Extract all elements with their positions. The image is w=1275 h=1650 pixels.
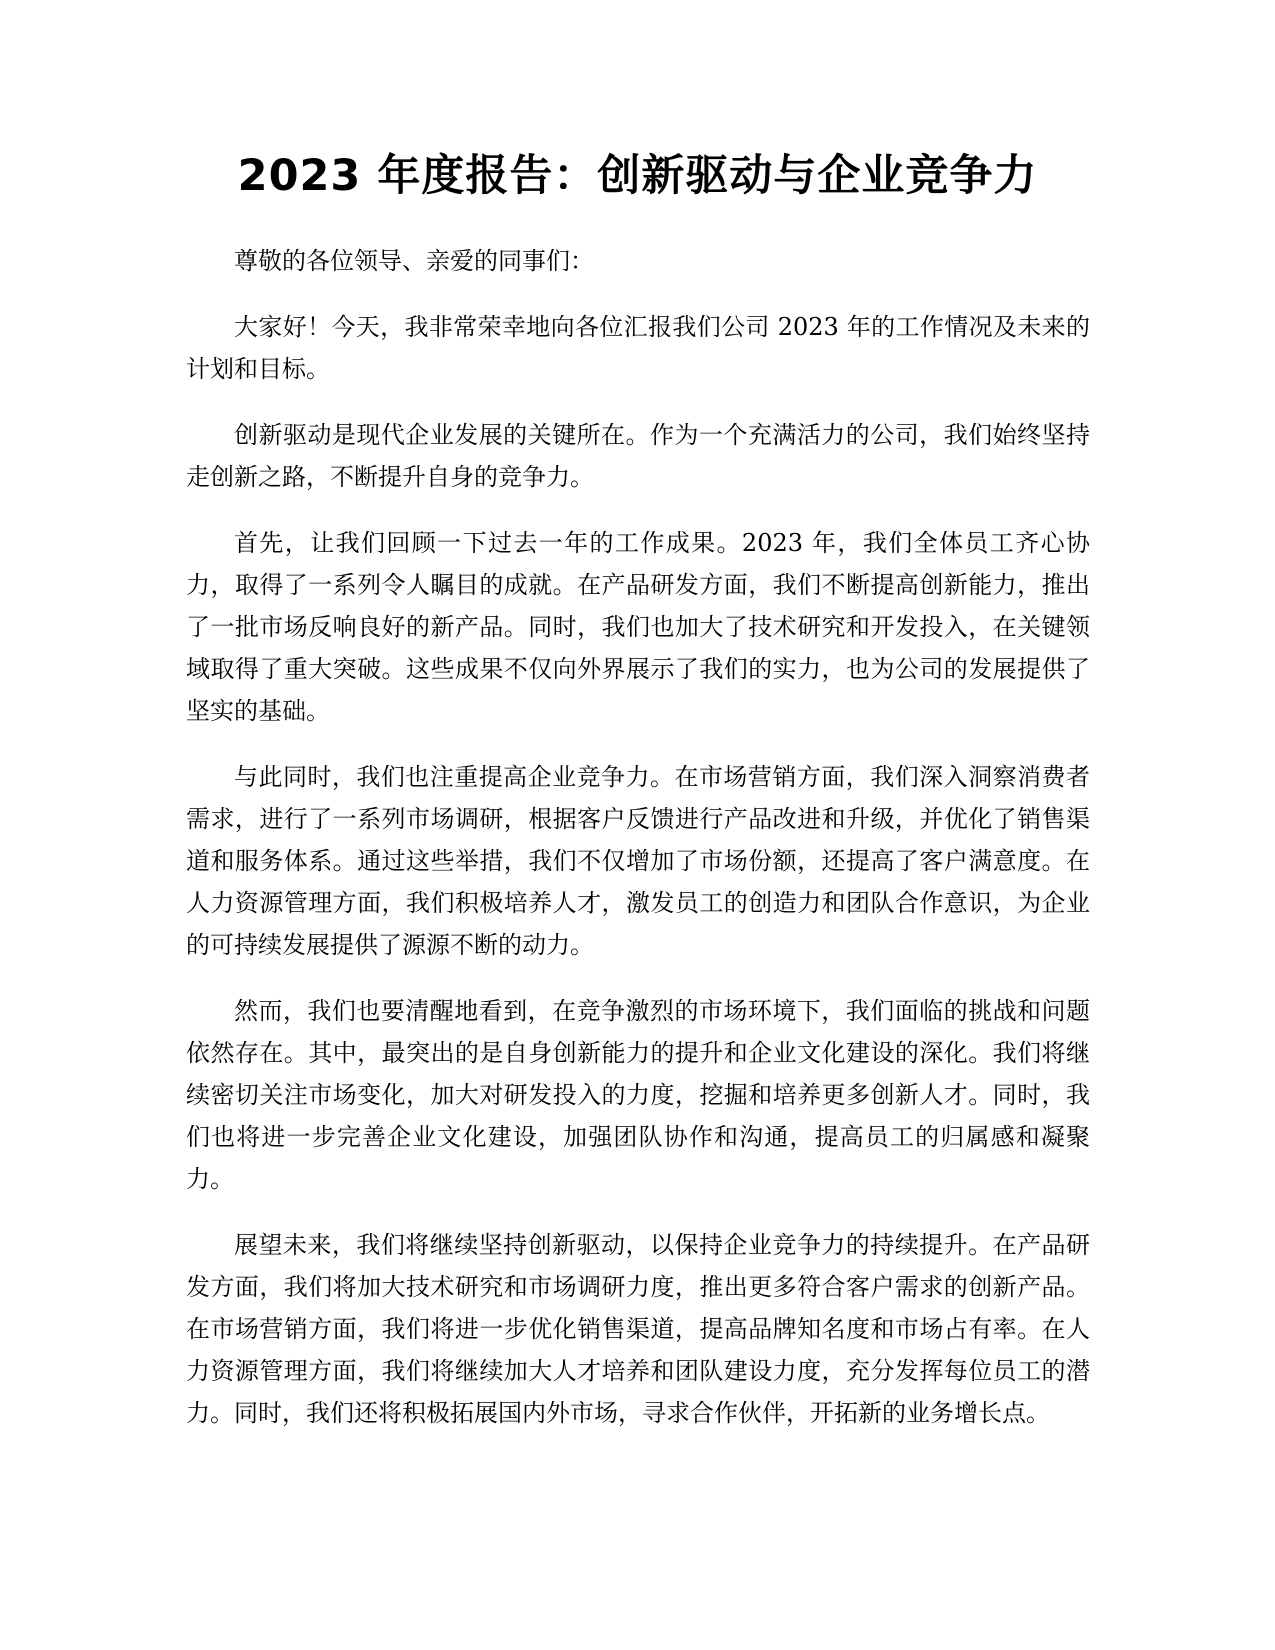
achievements-paragraph: 首先，让我们回顾一下过去一年的工作成果。2023 年，我们全体员工齐心协力，取得了一系列令人瞩目的成就。在产品研发方面，我们不断提高创新能力，推出了一批市场反响良好的新产品。同时，我们也加大了技术研究和开发投入，在关键领域取得了重大突破。这些成果不仅向外界展示了我们的实力，也为公司的发展提供了坚实的基础。: [186, 529, 1090, 725]
intro-paragraph: 大家好！今天，我非常荣幸地向各位汇报我们公司 2023 年的工作情况及未来的计划和目标。: [186, 313, 1090, 383]
outlook-paragraph: 展望未来，我们将继续坚持创新驱动，以保持企业竞争力的持续提升。在产品研发方面，我们将加大技术研究和市场调研力度，推出更多符合客户需求的创新产品。在市场营销方面，我们将进一步优化销售渠道，提高品牌知名度和市场占有率。在人力资源管理方面，我们将继续加大人才培养和团队建设力度，充分发挥每位员工的潜力。同时，我们还将积极拓展国内外市场，寻求合作伙伴，开拓新的业务增长点。: [186, 1231, 1090, 1427]
competitiveness-paragraph: 与此同时，我们也注重提高企业竞争力。在市场营销方面，我们深入洞察消费者需求，进行了一系列市场调研，根据客户反馈进行产品改进和升级，并优化了销售渠道和服务体系。通过这些举措，我们不仅增加了市场份额，还提高了客户满意度。在人力资源管理方面，我们积极培养人才，激发员工的创造力和团队合作意识，为企业的可持续发展提供了源源不断的动力。: [186, 763, 1090, 959]
innovation-paragraph: 创新驱动是现代企业发展的关键所在。作为一个充满活力的公司，我们始终坚持走创新之路，不断提升自身的竞争力。: [186, 421, 1090, 491]
greeting-paragraph: 尊敬的各位领导、亲爱的同事们：: [234, 247, 594, 275]
document-body: [186, 240, 1090, 1458]
document-title: 2023 年度报告：创新驱动与企业竞争力: [237, 151, 1038, 201]
challenges-paragraph: 然而，我们也要清醒地看到，在竞争激烈的市场环境下，我们面临的挑战和问题依然存在。其中，最突出的是自身创新能力的提升和企业文化建设的深化。我们将继续密切关注市场变化，加大对研发投入的力度，挖掘和培养更多创新人才。同时，我们也将进一步完善企业文化建设，加强团队协作和沟通，提高员工的归属感和凝聚力。: [186, 997, 1090, 1193]
